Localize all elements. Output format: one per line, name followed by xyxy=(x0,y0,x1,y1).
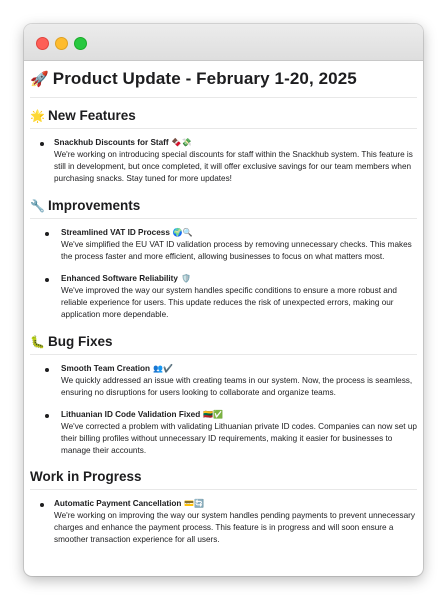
flag-check-icon: 🇱🇹✅ xyxy=(203,410,224,419)
item-description: We're working on introducing special discounts for staff within the Snackhub system. This feature is still in development, but once completed, it will offer exclusive savings for our team members when purchasing snacks. Stay tuned for more updates! xyxy=(54,150,413,183)
list-item xyxy=(61,227,417,263)
shield-icon: 🛡️ xyxy=(180,274,191,283)
item-description: We've improved the way our system handles specific conditions to ensure a more robust and reliable experience for users. This update reduces the risk of unexpected errors, making our application more dependable. xyxy=(61,286,397,319)
section-title xyxy=(30,469,417,490)
section-title xyxy=(30,334,417,355)
zoom-window-button[interactable] xyxy=(74,37,87,50)
section-new-features xyxy=(30,108,417,185)
close-window-button[interactable] xyxy=(36,37,49,50)
item-title xyxy=(54,137,417,148)
list-item xyxy=(61,409,417,457)
section-improvements xyxy=(30,198,417,321)
list-item xyxy=(54,498,417,546)
section-work-in-progress xyxy=(30,469,417,546)
section-title-text: New Features xyxy=(47,108,136,123)
document-content xyxy=(24,61,423,546)
item-description: We've corrected a problem with validating Lithuanian private ID codes. Companies can now set up their billing profiles without unnecessary ID requirements, making it easier for businesses to manage their accounts. xyxy=(61,422,417,455)
window-titlebar xyxy=(24,24,423,61)
item-title-text: Automatic Payment Cancellation xyxy=(54,499,182,508)
item-list xyxy=(30,498,417,546)
item-title-text: Snackhub Discounts for Staff xyxy=(54,138,169,147)
item-title xyxy=(61,409,417,420)
list-item xyxy=(61,273,417,321)
list-item xyxy=(54,137,417,185)
item-title-text: Streamlined VAT ID Process xyxy=(61,228,170,237)
item-title-text: Smooth Team Creation xyxy=(61,364,151,373)
item-title xyxy=(54,498,417,509)
bug-icon: 🐛 xyxy=(30,335,45,349)
star-icon: 🌟 xyxy=(30,109,45,123)
section-title-text: Work in Progress xyxy=(30,469,142,484)
wrench-icon: 🔧 xyxy=(30,199,45,213)
page-title-text: Product Update - February 1-20, 2025 xyxy=(52,69,357,88)
chocolate-money-icon: 🍫💸 xyxy=(171,138,192,147)
section-title xyxy=(30,108,417,129)
item-title xyxy=(61,363,417,374)
item-description: We quickly addressed an issue with creating teams in our system. Now, the process is seamless, ensuring no disruptions for users looking to collaborate and organize teams. xyxy=(61,376,413,397)
app-window xyxy=(24,24,423,576)
globe-magnifier-icon: 🌍🔍 xyxy=(172,228,193,237)
section-title xyxy=(30,198,417,219)
page-title xyxy=(30,65,417,98)
item-title-text: Enhanced Software Reliability xyxy=(61,274,178,283)
section-title-text: Improvements xyxy=(47,198,141,213)
item-title-text: Lithuanian ID Code Validation Fixed xyxy=(61,410,201,419)
item-list xyxy=(30,137,417,185)
item-title xyxy=(61,227,417,238)
item-list xyxy=(30,227,417,321)
rocket-icon: 🚀 xyxy=(30,71,49,88)
section-bug-fixes xyxy=(30,334,417,457)
card-refresh-icon: 💳🔄 xyxy=(184,499,205,508)
minimize-window-button[interactable] xyxy=(55,37,68,50)
team-check-icon: 👥✔️ xyxy=(153,364,173,373)
list-item xyxy=(61,363,417,399)
section-title-text: Bug Fixes xyxy=(47,334,113,349)
item-list xyxy=(30,363,417,457)
item-description: We've simplified the EU VAT ID validation process by removing unnecessary checks. This makes the process faster and more efficient, allowing businesses to focus on what matters most. xyxy=(61,240,412,261)
item-title xyxy=(61,273,417,284)
item-description: We're working on improving the way our system handles pending payments to prevent unnecessary charges and enhance the payment process. This feature is in progress and will soon ensure a smoother transaction experience for all users. xyxy=(54,511,415,544)
